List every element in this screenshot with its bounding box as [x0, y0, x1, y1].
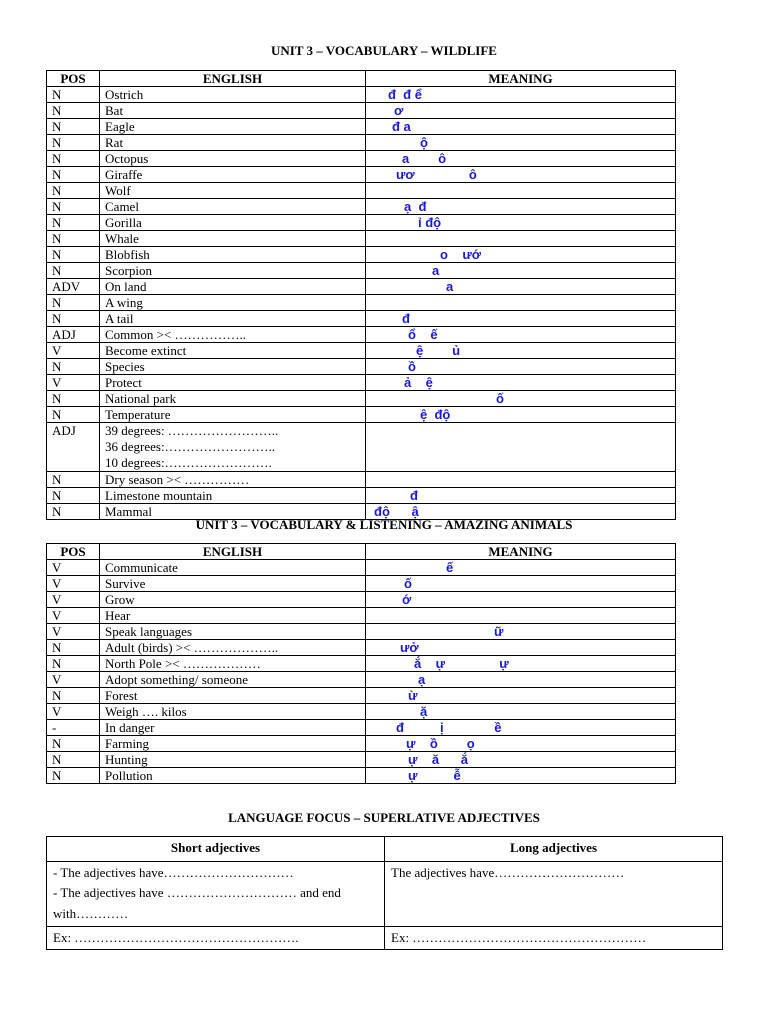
pos-cell: V: [47, 704, 100, 720]
pos-cell: N: [47, 231, 100, 247]
long-adjectives-header: Long adjectives: [385, 837, 723, 862]
english-cell: Protect: [100, 375, 366, 391]
table-header-row: [47, 544, 676, 560]
pos-cell: N: [47, 656, 100, 672]
english-cell: Pollution: [100, 768, 366, 784]
english-cell: Farming: [100, 736, 366, 752]
table-row: [47, 215, 676, 231]
english-cell: Hunting: [100, 752, 366, 768]
english-cell: Temperature: [100, 407, 366, 423]
meaning-text: ươ ô: [396, 167, 477, 182]
meaning-text: ổ ế: [408, 327, 438, 342]
english-cell: Grow: [100, 592, 366, 608]
table-row: [47, 87, 676, 103]
meaning-cell: [366, 592, 676, 608]
meaning-cell: [366, 608, 676, 624]
meaning-text: đ: [410, 488, 418, 503]
table-row: [47, 391, 676, 407]
meaning-cell: [366, 103, 676, 119]
pos-cell: N: [47, 215, 100, 231]
english-cell: Common >< ……………..: [100, 327, 366, 343]
meaning-text: ế: [446, 560, 454, 575]
english-cell: National park: [100, 391, 366, 407]
meaning-cell: [366, 327, 676, 343]
english-cell: Communicate: [100, 560, 366, 576]
table-row: [47, 231, 676, 247]
pos-cell: V: [47, 592, 100, 608]
pos-cell: N: [47, 640, 100, 656]
table-row: [47, 640, 676, 656]
meaning-text: a: [446, 279, 454, 294]
table-row: [47, 263, 676, 279]
pos-cell: N: [47, 472, 100, 488]
meaning-text: ự ễ: [408, 768, 461, 783]
pos-cell: N: [47, 391, 100, 407]
table-row: [47, 672, 676, 688]
pos-cell: V: [47, 343, 100, 359]
meaning-cell: [366, 183, 676, 199]
english-cell: Wolf: [100, 183, 366, 199]
table-row: [47, 151, 676, 167]
meaning-text: đ đ ể: [388, 87, 422, 102]
meaning-cell: [366, 391, 676, 407]
table-row: [47, 407, 676, 423]
pos-cell: N: [47, 103, 100, 119]
meaning-cell: [366, 640, 676, 656]
english-cell: [100, 423, 366, 472]
meaning-text: ộ: [420, 135, 428, 150]
table-row: [47, 167, 676, 183]
meaning-cell: [366, 407, 676, 423]
meaning-text: ừ: [408, 688, 418, 703]
superlative-table: [46, 836, 723, 950]
table-row: [47, 311, 676, 327]
meaning-cell: [366, 752, 676, 768]
english-cell: Giraffe: [100, 167, 366, 183]
short-rule-line: with…………: [53, 906, 129, 921]
meaning-text: ệ độ: [420, 407, 451, 422]
pos-cell: V: [47, 560, 100, 576]
pos-cell: V: [47, 375, 100, 391]
meaning-cell: [366, 199, 676, 215]
table-header-row: [47, 71, 676, 87]
table-row: [47, 688, 676, 704]
pos-cell: N: [47, 752, 100, 768]
pos-cell: V: [47, 576, 100, 592]
english-cell: On land: [100, 279, 366, 295]
table-row: [47, 103, 676, 119]
meaning-text: ự ồ ọ: [406, 736, 475, 751]
meaning-cell: [366, 672, 676, 688]
english-cell: Rat: [100, 135, 366, 151]
pos-cell: N: [47, 151, 100, 167]
long-rule-line: The adjectives have…………………………: [391, 865, 625, 880]
meaning-cell: [366, 656, 676, 672]
degree-line: 10 degrees:…………………….: [105, 455, 272, 470]
short-example: Ex: …………………………………………….: [47, 927, 385, 950]
meaning-cell: [366, 624, 676, 640]
pos-cell: N: [47, 119, 100, 135]
table-row: [47, 736, 676, 752]
meaning-text: o ướ: [440, 247, 482, 262]
english-cell: Dry season >< ……………: [100, 472, 366, 488]
table-row: [47, 135, 676, 151]
short-adjectives-header: Short adjectives: [47, 837, 385, 862]
english-cell: Species: [100, 359, 366, 375]
english-cell: North Pole >< ………………: [100, 656, 366, 672]
pos-cell: N: [47, 247, 100, 263]
table-row: [47, 576, 676, 592]
pos-cell: N: [47, 488, 100, 504]
table-row: [47, 624, 676, 640]
table-row: [47, 560, 676, 576]
meaning-cell: [366, 423, 676, 472]
meaning-cell: [366, 167, 676, 183]
english-header: ENGLISH: [100, 544, 366, 560]
meaning-text: đ a: [392, 119, 411, 134]
table-row: [47, 768, 676, 784]
english-cell: A tail: [100, 311, 366, 327]
english-cell: A wing: [100, 295, 366, 311]
english-cell: Forest: [100, 688, 366, 704]
pos-cell: V: [47, 608, 100, 624]
english-cell: Survive: [100, 576, 366, 592]
long-example: Ex: ………………………………………………: [385, 927, 723, 950]
meaning-cell: [366, 472, 676, 488]
wildlife-table: [46, 70, 676, 520]
meaning-cell: [366, 343, 676, 359]
meaning-cell: [366, 295, 676, 311]
table-row: [47, 488, 676, 504]
english-cell: Blobfish: [100, 247, 366, 263]
meaning-text: ỉ độ: [418, 215, 442, 230]
pos-cell: N: [47, 311, 100, 327]
meaning-cell: [366, 135, 676, 151]
meaning-cell: [366, 576, 676, 592]
english-cell: Hear: [100, 608, 366, 624]
english-cell: In danger: [100, 720, 366, 736]
meaning-cell: [366, 720, 676, 736]
english-cell: Adopt something/ someone: [100, 672, 366, 688]
meaning-text: đ ị ề: [396, 720, 502, 735]
english-cell: Bat: [100, 103, 366, 119]
english-cell: Eagle: [100, 119, 366, 135]
pos-cell: N: [47, 167, 100, 183]
meaning-text: ớ: [402, 592, 412, 607]
table-row: [47, 359, 676, 375]
table-row: [47, 295, 676, 311]
pos-cell: N: [47, 504, 100, 520]
table-row: [47, 119, 676, 135]
meaning-text: a: [432, 263, 440, 278]
meaning-cell: [366, 375, 676, 391]
pos-cell: V: [47, 672, 100, 688]
table-row: [47, 608, 676, 624]
english-cell: Limestone mountain: [100, 488, 366, 504]
table-row: [47, 247, 676, 263]
meaning-text: ồ: [408, 359, 416, 374]
table-row: [47, 656, 676, 672]
animals-title: UNIT 3 – VOCABULARY & LISTENING – AMAZING ANIMALS: [195, 517, 573, 532]
table-row: [47, 704, 676, 720]
meaning-text: ưở: [400, 640, 419, 655]
meaning-cell: [366, 215, 676, 231]
english-cell: Adult (birds) >< ………………..: [100, 640, 366, 656]
english-cell: Ostrich: [100, 87, 366, 103]
english-cell: Octopus: [100, 151, 366, 167]
pos-header: POS: [47, 544, 100, 560]
meaning-cell: [366, 87, 676, 103]
pos-cell: ADJ: [47, 423, 100, 472]
pos-cell: V: [47, 624, 100, 640]
meaning-cell: [366, 488, 676, 504]
table-row: [47, 375, 676, 391]
table-row: [47, 327, 676, 343]
short-rule-line: - The adjectives have…………………………: [53, 865, 294, 880]
meaning-text: ạ đ: [404, 199, 427, 214]
degree-line: 36 degrees:……………………..: [105, 439, 276, 454]
pos-cell: N: [47, 768, 100, 784]
english-cell: Whale: [100, 231, 366, 247]
pos-cell: N: [47, 87, 100, 103]
meaning-text: ệ ủ: [416, 343, 461, 358]
table-row: [47, 752, 676, 768]
meaning-text: ạ: [418, 672, 426, 687]
short-rule-line: - The adjectives have ………………………… and end: [53, 885, 341, 900]
meaning-text: ố: [404, 576, 412, 591]
table-row: [47, 472, 676, 488]
meaning-text: ặ: [420, 704, 428, 719]
pos-header: POS: [47, 71, 100, 87]
meaning-text: độ ậ: [374, 504, 419, 519]
pos-cell: N: [47, 688, 100, 704]
wildlife-title: UNIT 3 – VOCABULARY – WILDLIFE: [271, 43, 497, 58]
pos-cell: N: [47, 199, 100, 215]
meaning-cell: [366, 688, 676, 704]
meaning-text: a ô: [402, 151, 447, 166]
table-row: [47, 423, 676, 472]
meaning-text: đ: [402, 311, 410, 326]
short-adjectives-rule: [47, 862, 385, 927]
pos-cell: N: [47, 359, 100, 375]
meaning-cell: [366, 736, 676, 752]
english-cell: Mammal: [100, 504, 366, 520]
meaning-cell: [366, 359, 676, 375]
meaning-cell: [366, 768, 676, 784]
meaning-cell: [366, 704, 676, 720]
pos-cell: N: [47, 263, 100, 279]
meaning-cell: [366, 247, 676, 263]
meaning-text: ả ệ: [404, 375, 433, 390]
english-header: ENGLISH: [100, 71, 366, 87]
meaning-cell: [366, 311, 676, 327]
pos-cell: ADJ: [47, 327, 100, 343]
table-row: [47, 720, 676, 736]
english-cell: Weigh …. kilos: [100, 704, 366, 720]
pos-cell: N: [47, 183, 100, 199]
long-adjectives-rule: [385, 862, 723, 927]
pos-cell: N: [47, 407, 100, 423]
animals-table: [46, 543, 676, 784]
meaning-text: ữ: [494, 624, 504, 639]
meaning-text: ơ: [394, 103, 404, 118]
grammar-title: LANGUAGE FOCUS – SUPERLATIVE ADJECTIVES: [228, 810, 540, 825]
meaning-header: MEANING: [366, 544, 676, 560]
meaning-cell: [366, 231, 676, 247]
pos-cell: N: [47, 135, 100, 151]
meaning-cell: [366, 263, 676, 279]
pos-cell: ADV: [47, 279, 100, 295]
pos-cell: N: [47, 295, 100, 311]
table-row: [47, 199, 676, 215]
meaning-cell: [366, 279, 676, 295]
meaning-text: ố: [496, 391, 504, 406]
english-cell: Speak languages: [100, 624, 366, 640]
table-row: [47, 183, 676, 199]
degree-line: 39 degrees: ……………………..: [105, 423, 279, 438]
english-cell: Scorpion: [100, 263, 366, 279]
table-row: [47, 343, 676, 359]
meaning-cell: [366, 119, 676, 135]
english-cell: Camel: [100, 199, 366, 215]
pos-cell: N: [47, 736, 100, 752]
meaning-cell: [366, 560, 676, 576]
meaning-text: ự ă ắ: [408, 752, 468, 767]
table-row: [47, 592, 676, 608]
meaning-text: ắ ự ự: [414, 656, 509, 671]
english-cell: Become extinct: [100, 343, 366, 359]
english-cell: Gorilla: [100, 215, 366, 231]
pos-cell: -: [47, 720, 100, 736]
table-row: [47, 279, 676, 295]
meaning-header: MEANING: [366, 71, 676, 87]
meaning-cell: [366, 151, 676, 167]
